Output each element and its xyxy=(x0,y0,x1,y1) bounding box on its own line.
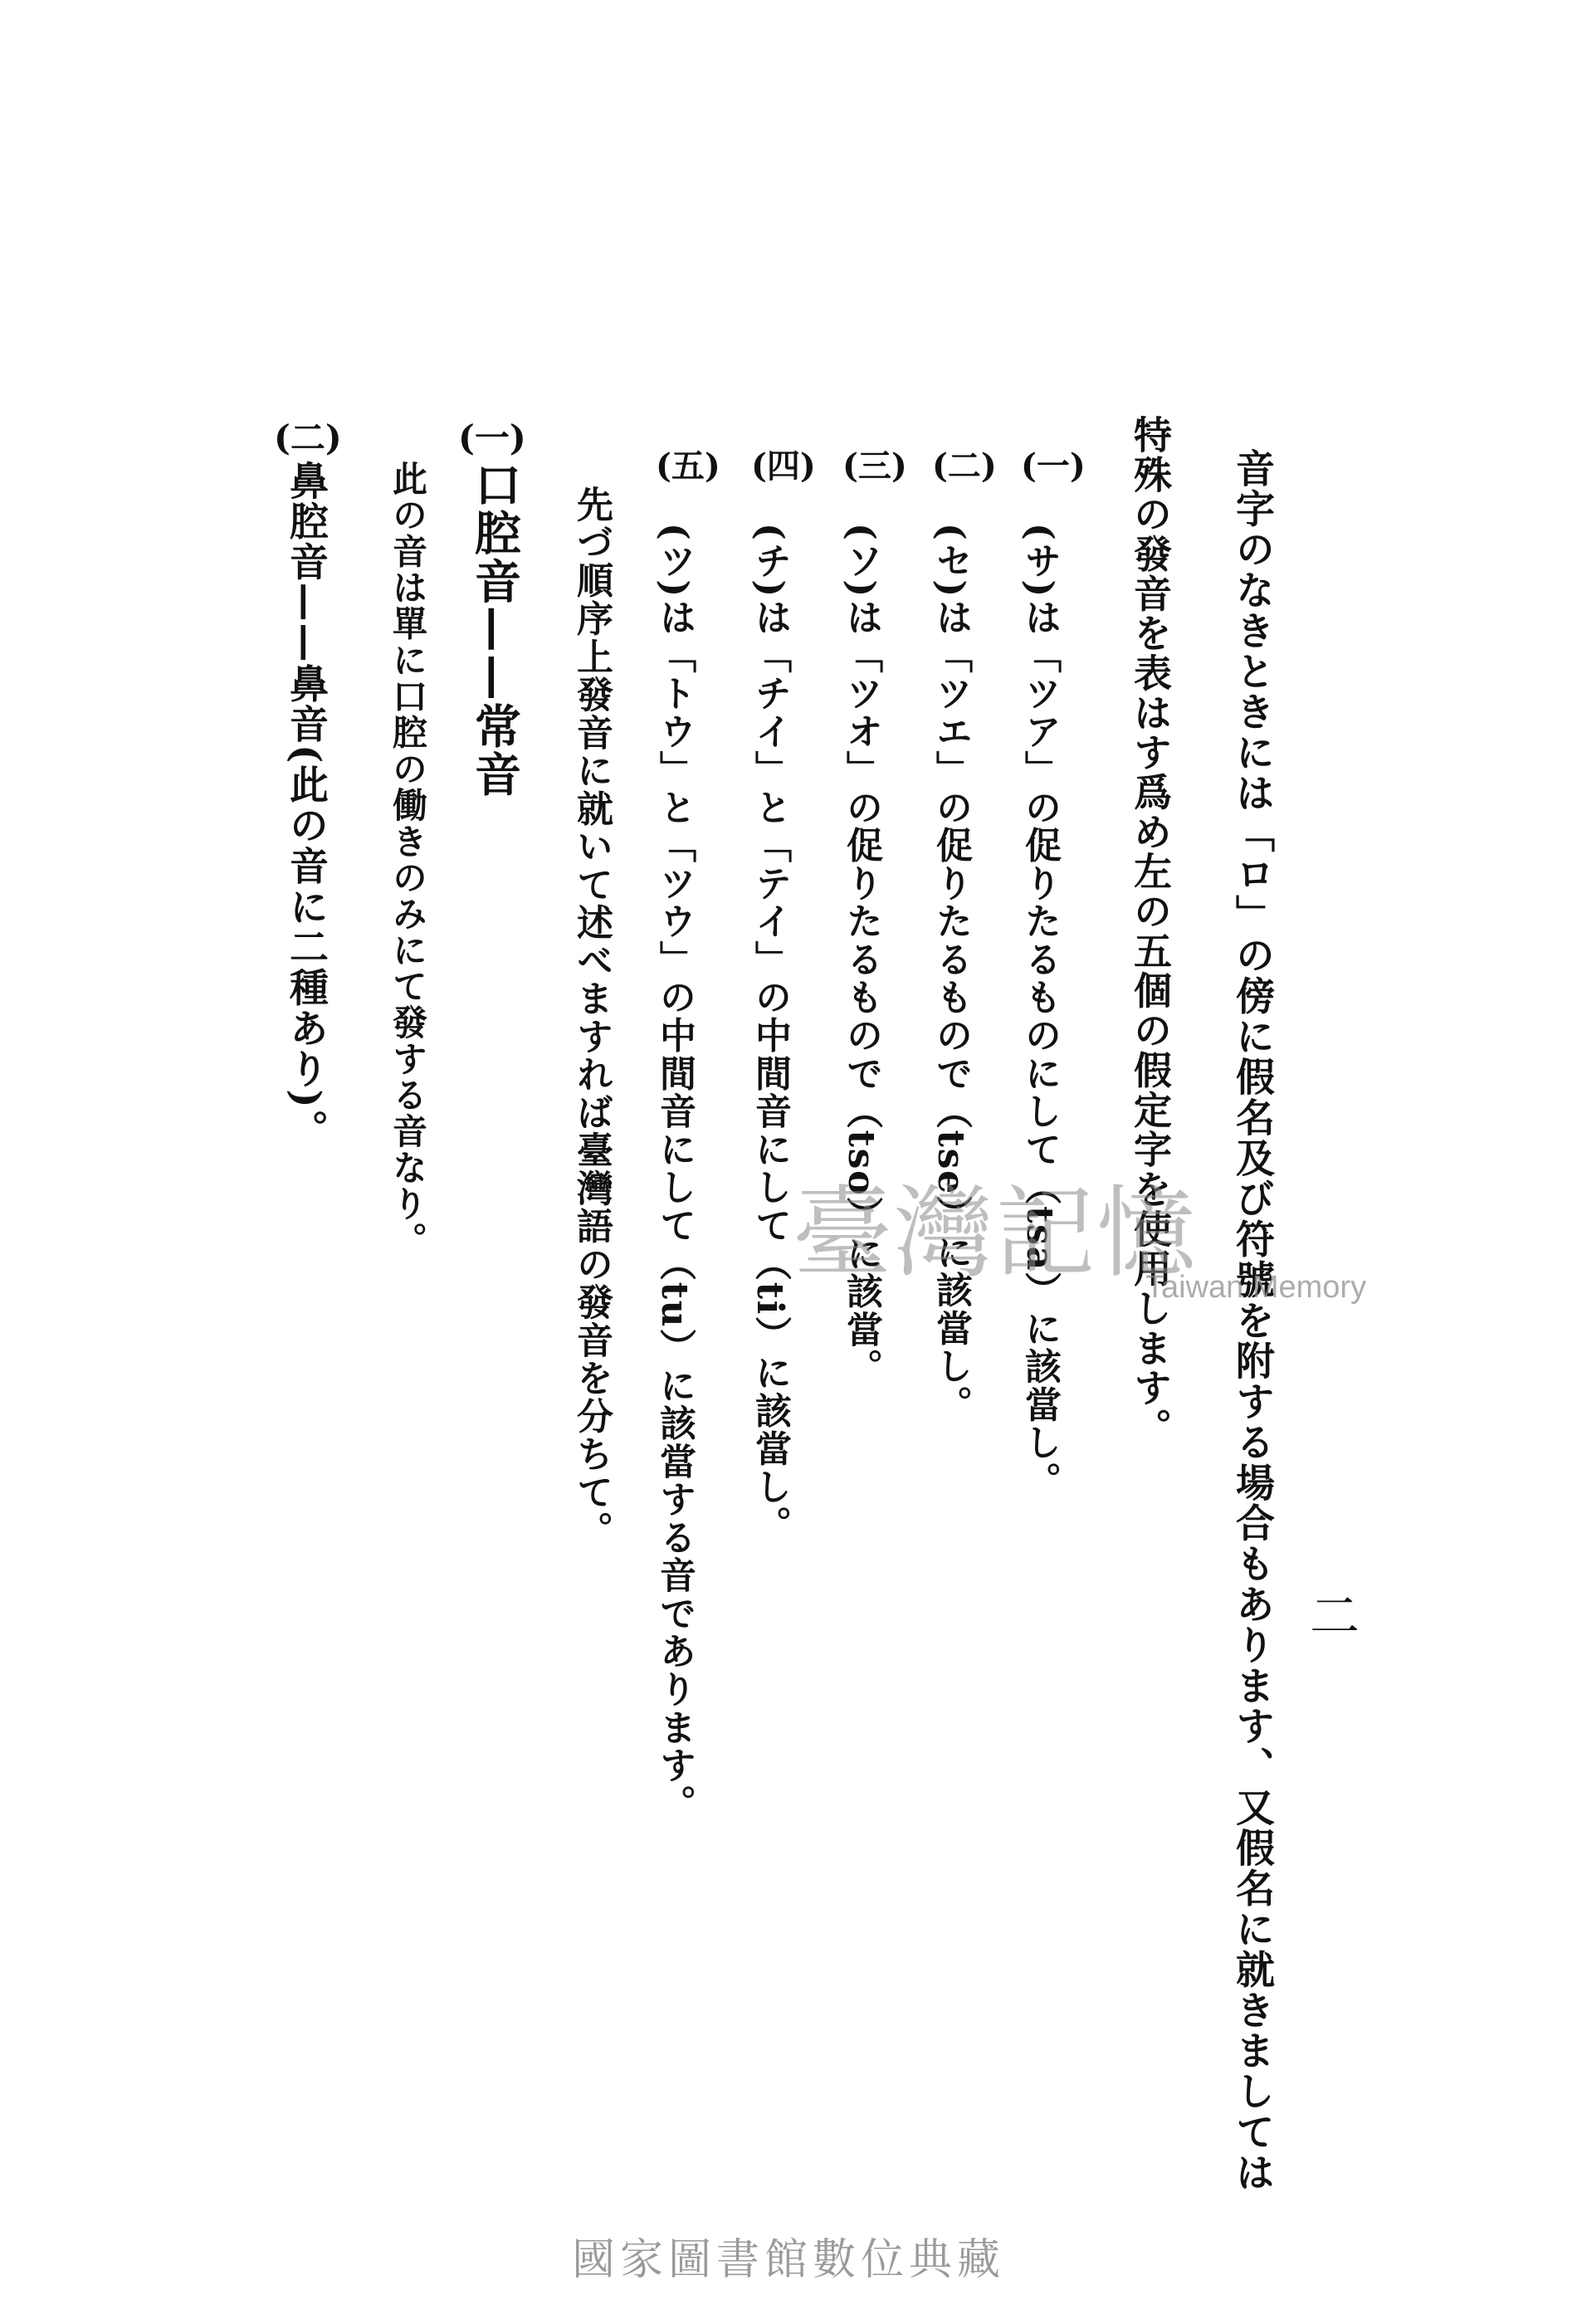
header-line-1: 音字のなきときには「ロ」の傍に假名及び符號を附する場合もあります、又假名に就きましては xyxy=(1229,448,1275,2193)
item-text: (ツ)は「トウ」と「ツウ」の中間音にして（tu）に該當する音であります。 xyxy=(653,523,696,1823)
intro-paragraph: 先づ順序上發音に就いて述べますれば臺灣語の發音を分ちて。 xyxy=(570,486,613,1550)
watermark-logo: 臺灣記憶 xyxy=(793,1176,1198,1291)
item-label: (二) xyxy=(932,447,997,486)
item-text: (ソ)は「ツオ」の促りたるもので（tso）に該當。 xyxy=(840,523,882,1387)
page-number: 二 xyxy=(1301,1589,1360,1639)
item-text: (チ)は「チイ」と「テイ」の中間音にして（ti）に該當し。 xyxy=(749,523,791,1544)
section-heading: 鼻腔音——鼻音(此の音に二種あり)。 xyxy=(283,461,329,1150)
item-label: (四) xyxy=(751,447,816,486)
section-label: (一) xyxy=(458,417,526,458)
item-text: (サ)は「ツア」の促りたるものにして（tsa）に該當し。 xyxy=(1018,523,1061,1500)
item-label: (五) xyxy=(656,447,720,486)
watermark-subtitle: Taiwan Memory xyxy=(1145,1270,1367,1305)
section-label: (二) xyxy=(274,417,342,458)
section-heading: 口腔音——常音 xyxy=(467,461,522,799)
footer-caption: 國家圖書館數位典藏 xyxy=(571,2235,1005,2285)
item-label: (一) xyxy=(1021,447,1086,486)
item-label: (三) xyxy=(842,447,907,486)
section-body: 此の音は單に口腔の働きのみにて發する音なり。 xyxy=(388,461,428,1258)
header-line-2: 特殊の發音を表はす爲め左の五個の假定字を使用します。 xyxy=(1128,415,1173,1448)
item-text: (セ)は「ツエ」の促りたるもので（tse）に該當し。 xyxy=(930,523,972,1423)
